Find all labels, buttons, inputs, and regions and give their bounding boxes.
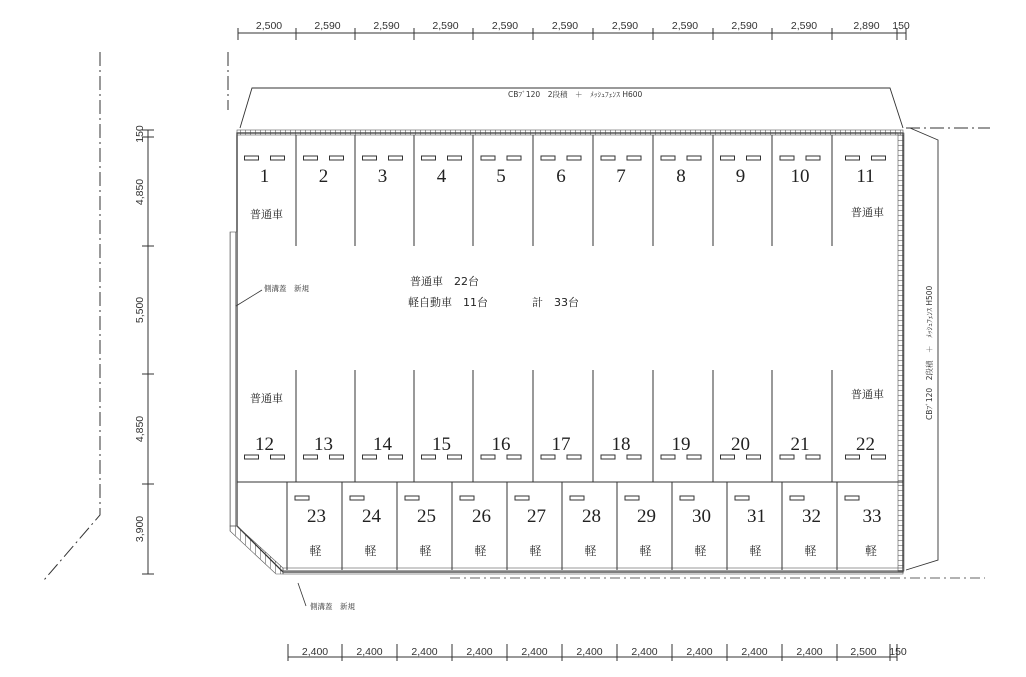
bottom-gutter-strip bbox=[283, 568, 903, 574]
wheel-stop bbox=[806, 455, 820, 459]
wheel-stop bbox=[350, 496, 364, 500]
wheel-stop bbox=[687, 156, 701, 160]
top-dimension-label: 2,590 bbox=[611, 20, 639, 32]
wheel-stop bbox=[448, 455, 462, 459]
summary-regular: 普通車 22台 bbox=[410, 275, 479, 288]
kei-mark: 軽 bbox=[474, 544, 487, 558]
space-number: 18 bbox=[611, 434, 631, 455]
wheel-stop bbox=[721, 455, 735, 459]
wheel-stop bbox=[304, 156, 318, 160]
site-boundary-left bbox=[44, 52, 100, 580]
left-dimension-label: 150 bbox=[134, 125, 146, 143]
kei-mark: 軽 bbox=[804, 544, 817, 558]
space-number: 29 bbox=[637, 506, 656, 527]
wheel-stop bbox=[460, 496, 474, 500]
wheel-stop bbox=[271, 455, 285, 459]
left-dimension-label: 3,900 bbox=[134, 515, 146, 543]
wheel-stop bbox=[627, 156, 641, 160]
space-number: 17 bbox=[551, 434, 571, 455]
kei-mark: 軽 bbox=[309, 544, 322, 558]
wheel-stop bbox=[846, 156, 860, 160]
wheel-stop bbox=[780, 455, 794, 459]
bottom-dimension-label: 2,400 bbox=[576, 646, 603, 658]
wheel-stop bbox=[627, 455, 641, 459]
wheel-stop bbox=[661, 156, 675, 160]
wheel-stop bbox=[780, 156, 794, 160]
kei-mark: 軽 bbox=[639, 544, 652, 558]
space-number: 10 bbox=[790, 166, 810, 187]
wheel-stop bbox=[601, 455, 615, 459]
wheel-stop bbox=[245, 156, 259, 160]
kei-mark: 軽 bbox=[419, 544, 432, 558]
wheel-stop bbox=[872, 156, 886, 160]
left-dimension-label: 5,500 bbox=[134, 296, 146, 324]
top-dimension-label: 2,590 bbox=[314, 20, 341, 32]
space-number: 7 bbox=[616, 166, 626, 187]
space-number: 4 bbox=[436, 166, 447, 187]
top-dimension-label: 2,590 bbox=[491, 20, 519, 32]
left-dimension-label: 4,850 bbox=[134, 178, 146, 206]
wheel-stop bbox=[405, 496, 419, 500]
top-dimension-label: 2,590 bbox=[671, 20, 699, 32]
space-number: 30 bbox=[692, 506, 711, 527]
space-number: 23 bbox=[307, 506, 326, 527]
wheel-stop bbox=[790, 496, 804, 500]
wheel-stop bbox=[304, 455, 318, 459]
wheel-stop bbox=[507, 455, 521, 459]
wheel-stop bbox=[747, 156, 761, 160]
kei-mark: 軽 bbox=[584, 544, 597, 558]
space-number: 24 bbox=[362, 506, 381, 527]
space-number: 21 bbox=[790, 434, 810, 455]
wheel-stop bbox=[661, 455, 675, 459]
wheel-stop bbox=[570, 496, 584, 500]
top-dimension-label: 2,890 bbox=[853, 20, 880, 32]
top-dimension-label: 150 bbox=[892, 20, 910, 32]
space-number: 22 bbox=[856, 434, 875, 455]
wheel-stop bbox=[735, 496, 749, 500]
space-number: 1 bbox=[259, 166, 270, 187]
wheel-stop bbox=[330, 455, 344, 459]
wheel-stop bbox=[363, 156, 377, 160]
space-number: 25 bbox=[417, 506, 436, 527]
wheel-stop bbox=[625, 496, 639, 500]
bottom-dimension-label: 2,400 bbox=[796, 646, 823, 658]
left-gutter-strip bbox=[230, 232, 237, 526]
top-dimension-label: 2,590 bbox=[373, 20, 400, 32]
wheel-stop bbox=[846, 455, 860, 459]
kei-mark: 軽 bbox=[529, 544, 542, 558]
space-number: 27 bbox=[527, 506, 546, 527]
summary-kei: 軽自動車 11台 bbox=[408, 296, 488, 309]
top-fence-strip bbox=[237, 130, 903, 135]
wheel-stop bbox=[845, 496, 859, 500]
wheel-stop bbox=[515, 496, 529, 500]
wheel-stop bbox=[687, 455, 701, 459]
space-number: 5 bbox=[496, 166, 506, 187]
space-number: 33 bbox=[862, 506, 882, 527]
wheel-stop bbox=[721, 156, 735, 160]
bottom-dimension-label: 2,400 bbox=[631, 646, 658, 658]
space-number: 19 bbox=[671, 434, 691, 455]
kei-mark: 軽 bbox=[364, 544, 377, 558]
wheel-stop bbox=[507, 156, 521, 160]
wheel-stop bbox=[389, 156, 403, 160]
space-number: 32 bbox=[802, 506, 821, 527]
wheel-stop bbox=[806, 156, 820, 160]
top-dimension-label: 2,590 bbox=[432, 20, 459, 32]
space-number: 31 bbox=[747, 506, 766, 527]
corner-gutter-strip bbox=[230, 526, 283, 574]
right-fence-note: CBﾌﾞ120 2段積 ＋ ﾒｯｼｭﾌｪﾝｽ H500 bbox=[925, 285, 934, 420]
space-number: 26 bbox=[472, 506, 491, 527]
gutter-note-left: 側溝蓋 新規 bbox=[264, 284, 309, 293]
wheel-stop bbox=[295, 496, 309, 500]
top-dimension-label: 2,590 bbox=[731, 20, 758, 32]
space-number: 3 bbox=[377, 166, 388, 187]
wheel-stop bbox=[680, 496, 694, 500]
wheel-stop bbox=[389, 455, 403, 459]
wheel-stop bbox=[448, 156, 462, 160]
wheel-stop bbox=[747, 455, 761, 459]
kei-mark: 軽 bbox=[864, 544, 878, 558]
space-number: 16 bbox=[491, 434, 511, 455]
regular-label-11: 普通車 bbox=[851, 206, 884, 219]
wheel-stop bbox=[422, 455, 436, 459]
bottom-dimension-label: 2,400 bbox=[741, 646, 768, 658]
summary-total: 計 33台 bbox=[532, 296, 579, 309]
wheel-stop bbox=[481, 156, 495, 160]
bottom-dimension-label: 2,400 bbox=[521, 646, 548, 658]
top-dimension-label: 2,500 bbox=[255, 20, 283, 32]
space-number: 28 bbox=[582, 506, 601, 527]
gutter-leader-bottom bbox=[298, 583, 306, 606]
kei-mark: 軽 bbox=[694, 544, 707, 558]
top-dimension-label: 2,590 bbox=[790, 20, 818, 32]
space-number: 14 bbox=[373, 434, 392, 455]
space-number: 9 bbox=[735, 166, 746, 187]
wheel-stop bbox=[567, 156, 581, 160]
space-number: 8 bbox=[676, 166, 686, 187]
wheel-stop bbox=[541, 156, 555, 160]
regular-label-1: 普通車 bbox=[250, 208, 283, 221]
space-number: 15 bbox=[432, 434, 451, 455]
wheel-stop bbox=[872, 455, 886, 459]
top-fence-note: CBﾌﾞ120 2段積 ＋ ﾒｯｼｭﾌｪﾝｽ H600 bbox=[508, 90, 643, 99]
wheel-stop bbox=[567, 455, 581, 459]
wheel-stop bbox=[601, 156, 615, 160]
space-number: 11 bbox=[856, 166, 875, 187]
space-number: 20 bbox=[731, 434, 750, 455]
regular-label-12: 普通車 bbox=[250, 392, 283, 405]
gutter-leader-left bbox=[236, 290, 262, 306]
top-dimension-label: 2,590 bbox=[551, 20, 579, 32]
space-number: 2 bbox=[318, 166, 329, 187]
space-number: 6 bbox=[556, 166, 566, 187]
space-number: 12 bbox=[255, 434, 274, 455]
right-fence-strip bbox=[898, 133, 904, 571]
bottom-dimension-label: 2,400 bbox=[466, 646, 493, 658]
wheel-stop bbox=[481, 455, 495, 459]
bottom-dimension-label: 2,400 bbox=[301, 646, 329, 658]
bottom-dimension-label: 2,400 bbox=[411, 646, 438, 658]
left-dimension-label: 4,850 bbox=[134, 415, 146, 443]
bottom-dimension-label: 150 bbox=[889, 646, 907, 658]
bottom-dimension-label: 2,400 bbox=[686, 646, 713, 658]
wheel-stop bbox=[422, 156, 436, 160]
wheel-stop bbox=[245, 455, 259, 459]
wheel-stop bbox=[271, 156, 285, 160]
wheel-stop bbox=[330, 156, 344, 160]
gutter-note-bottom: 側溝蓋 新規 bbox=[310, 602, 355, 611]
space-number: 13 bbox=[314, 434, 333, 455]
bottom-dimension-label: 2,400 bbox=[356, 646, 383, 658]
kei-mark: 軽 bbox=[749, 544, 762, 558]
bottom-dimension-label: 2,500 bbox=[850, 646, 877, 658]
wheel-stop bbox=[363, 455, 377, 459]
wheel-stop bbox=[541, 455, 555, 459]
regular-label-22: 普通車 bbox=[851, 388, 884, 401]
